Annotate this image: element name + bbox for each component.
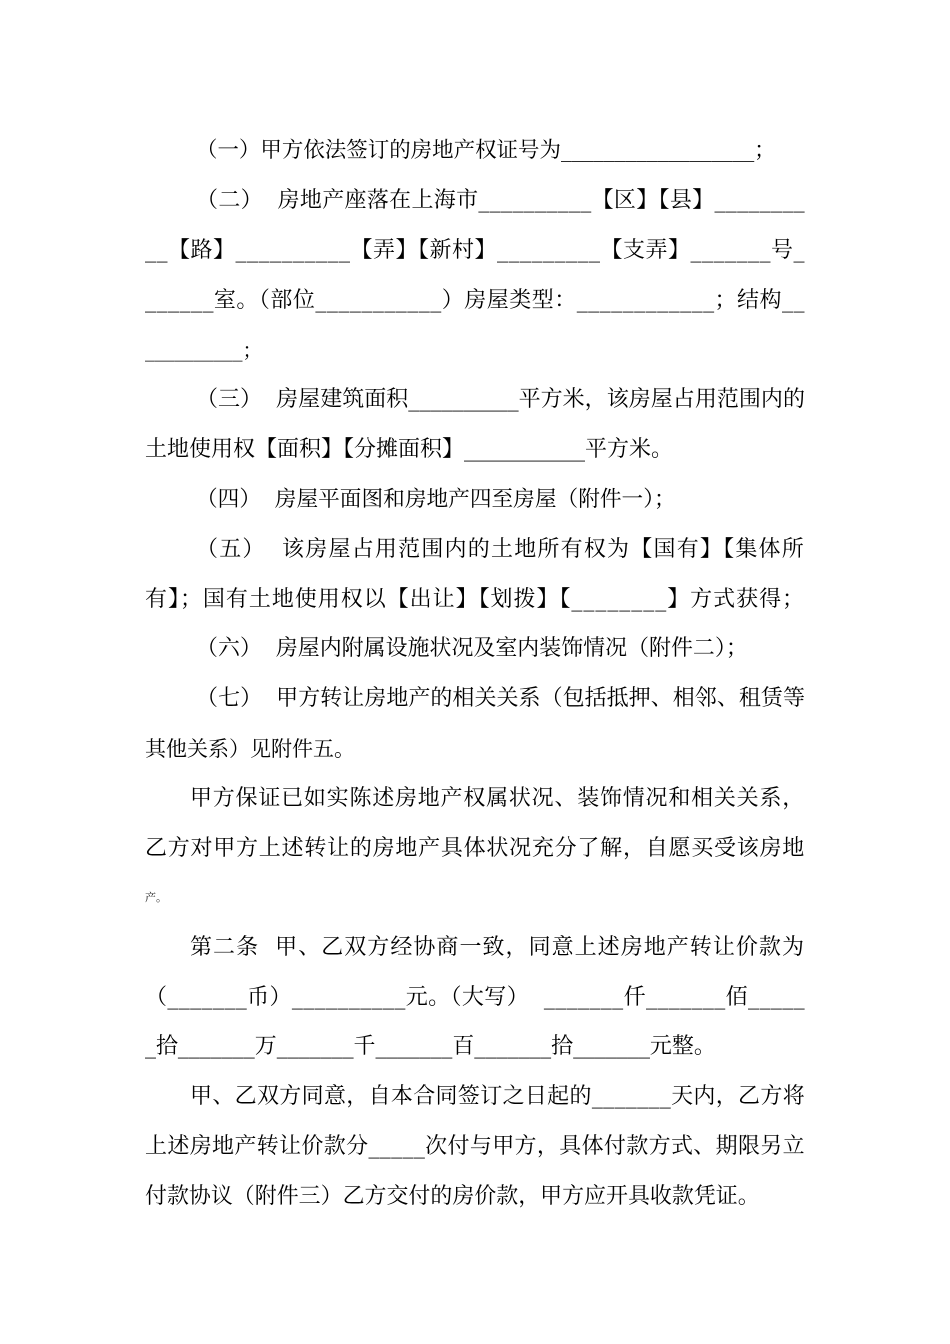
payment-line-3: 付款协议（附件三）乙方交付的房价款，甲方应开具收款凭证。 — [145, 1184, 760, 1209]
clause-4-line: （四） 房屋平面图和房地产四至房屋（附件一）； — [196, 487, 676, 512]
guarantee-line-3: 产。 — [145, 891, 167, 904]
article-2-line-1: 第二条 甲、乙双方经协商一致，同意上述房地产转让价款为 — [190, 935, 805, 960]
guarantee-line-1: 甲方保证已如实陈述房地产权属状况、装饰情况和相关关系， — [190, 786, 805, 811]
payment-line-1: 甲、乙双方同意，自本合同签订之日起的_______天内，乙方将 — [190, 1084, 805, 1109]
clause-5-line-2: 有】；国有土地使用权以【出让】【划拨】【________】方式获得； — [145, 587, 805, 612]
clause-3-line-2: 土地使用权【面积】【分摊面积】___________平方米。 — [145, 437, 674, 462]
clause-5-line-1: （五） 该房屋占用范围内的土地所有权为【国有】【集体所 — [196, 537, 805, 562]
clause-7-line-2: 其他关系）见附件五。 — [145, 737, 355, 761]
clause-2-line-3: ______室。（部位___________）房屋类型：____________；结构__ — [145, 288, 805, 313]
clause-7-line-1: （七） 甲方转让房地产的相关关系（包括抵押、相邻、租赁等 — [196, 686, 805, 711]
clause-2-line-2: __【路】__________【弄】【新村】_________【支弄】_______号_ — [145, 238, 805, 263]
clause-1-line: （一）甲方依法签订的房地产权证号为__________________； — [196, 138, 776, 163]
clause-3-line-1: （三） 房屋建筑面积__________平方米，该房屋占用范围内的 — [196, 387, 805, 412]
guarantee-line-2: 乙方对甲方上述转让的房地产具体状况充分了解，自愿买受该房地 — [145, 836, 805, 861]
article-2-line-2: （_______币）__________元。（大写） _______仟_______佰_____ — [145, 985, 805, 1010]
clause-6-line: （六） 房屋内附属设施状况及室内装饰情况（附件二）； — [196, 636, 748, 661]
article-2-line-3: _拾_______万_______千_______百_______拾_______元整。 — [145, 1034, 716, 1059]
clause-2-line-1: （二） 房地产座落在上海市__________【区】【县】________ — [196, 188, 805, 213]
clause-2-line-4: __________； — [145, 339, 262, 362]
payment-line-2: 上述房地产转让价款分_____次付与甲方，具体付款方式、期限另立 — [145, 1134, 805, 1159]
